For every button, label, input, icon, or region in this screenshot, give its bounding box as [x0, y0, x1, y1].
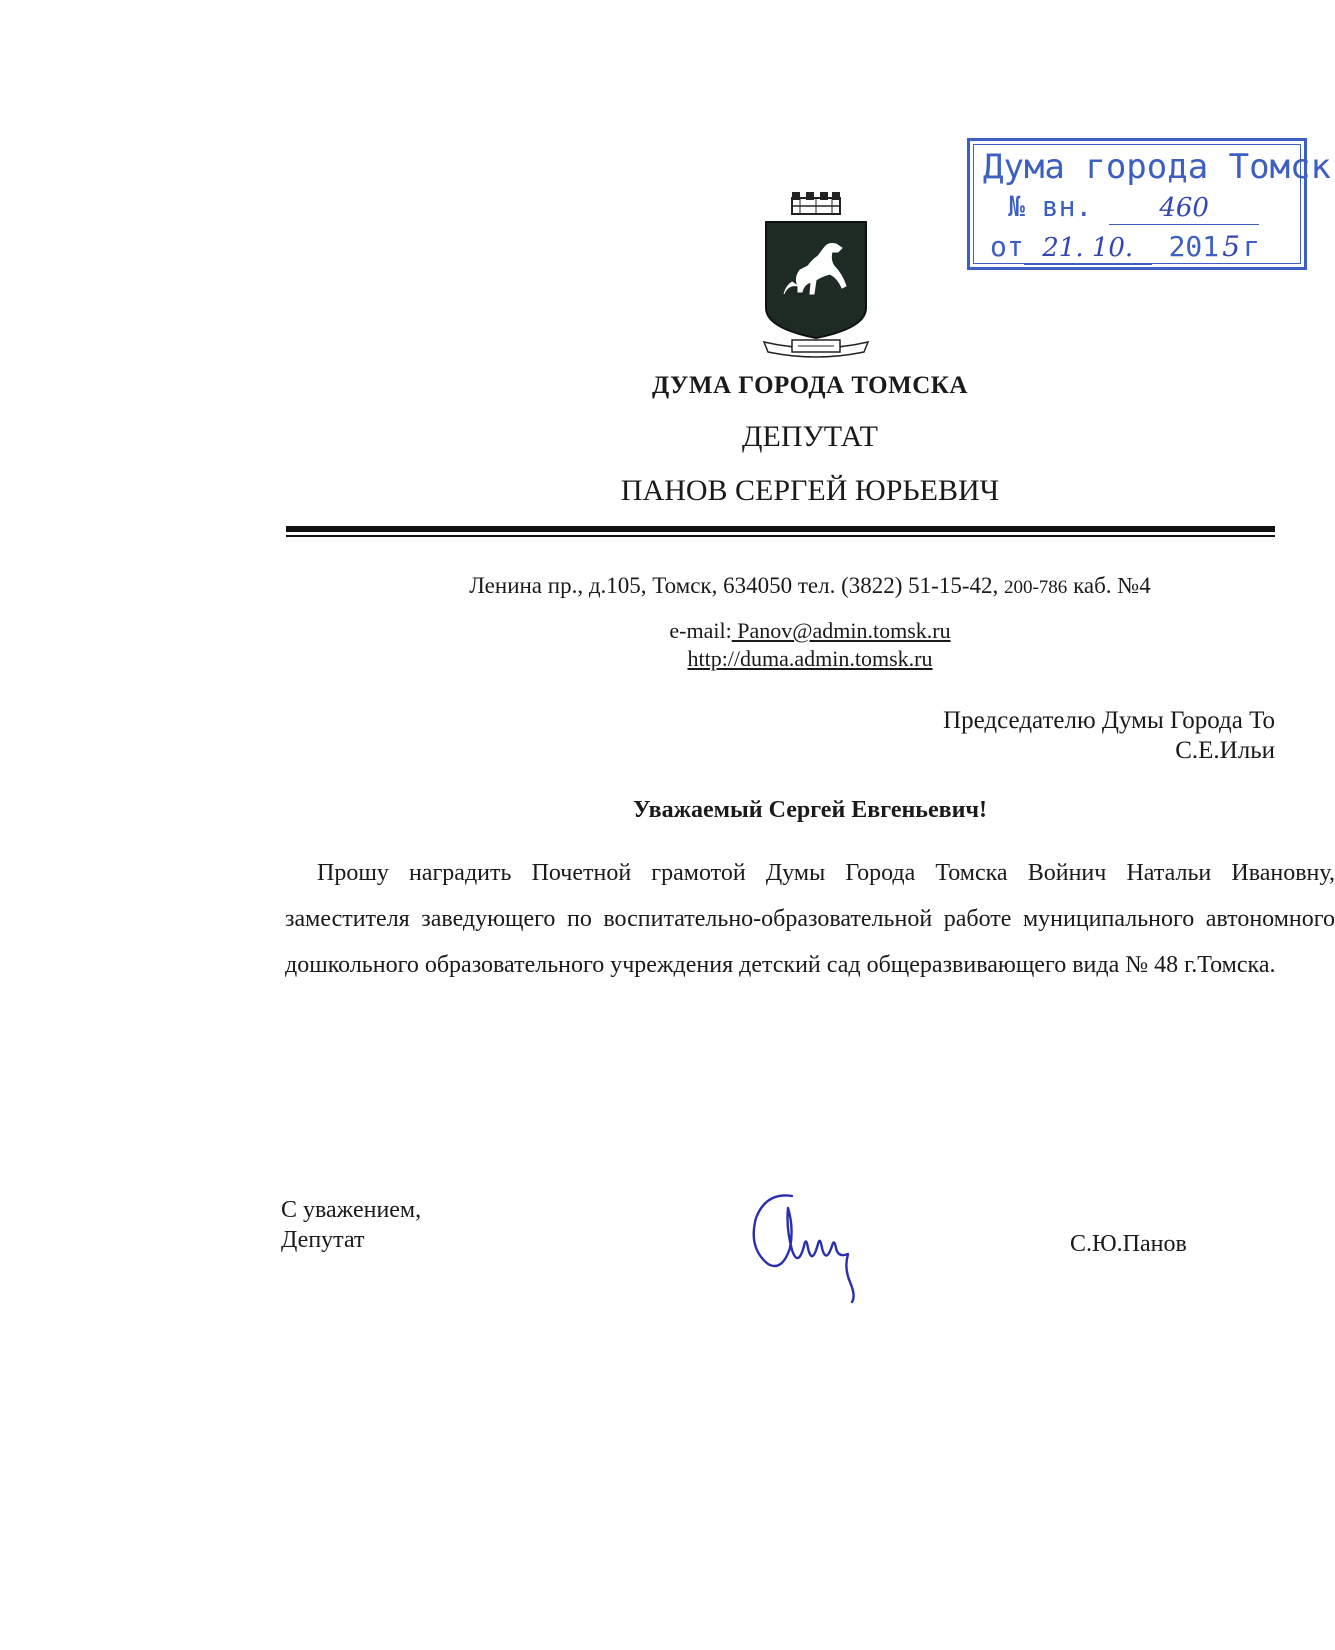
letter-body: Прошу наградить Почетной грамотой Думы Города Томска Войнич Натальи Ивановну, заместителя заведующего по воспитательно-образовательной работе муниципального автономного дошкольного образовательного учреждения детский сад общеразвивающего вида № 48 г.Томска. [285, 860, 1335, 978]
addressee [943, 706, 1275, 766]
stamp-date-line [990, 231, 1260, 265]
stamp-number-line [1008, 191, 1259, 225]
position-title: ДЕПУТАТ [742, 420, 878, 453]
stamp-date-value: 21. 10. [1024, 232, 1152, 265]
closing [281, 1195, 421, 1255]
stamp-year-tail: г [1243, 230, 1261, 263]
signer-name: С.Ю.Панов [1070, 1231, 1187, 1257]
website-link[interactable]: http://duma.admin.tomsk.ru [687, 646, 933, 671]
header-divider-thin [286, 535, 1275, 537]
closing-line2: Депутат [281, 1227, 365, 1253]
coat-of-arms-icon [758, 190, 874, 360]
email-link[interactable]: Panov@admin.tomsk.ru [731, 618, 951, 643]
salutation: Уважаемый Сергей Евгеньевич! [633, 797, 987, 823]
registration-stamp [967, 138, 1331, 270]
crown-icon [792, 192, 840, 214]
addressee-line2: С.Е.Ильи [1175, 737, 1275, 764]
phone-extra: 200-786 [1003, 577, 1068, 598]
stamp-year-suffix: 5 [1219, 231, 1243, 264]
closing-line1: С уважением, [281, 1197, 422, 1223]
email-label: e-mail: [669, 618, 732, 643]
stamp-title: Дума города Томск [983, 147, 1331, 187]
person-name: ПАНОВ СЕРГЕЙ ЮРЬЕВИЧ [620, 474, 1000, 507]
stamp-year-prefix: 201 [1168, 230, 1220, 263]
addressee-line1: Председателю Думы Города То [943, 707, 1275, 734]
org-name: ДУМА ГОРОДА ТОМСКА [652, 372, 968, 399]
stamp-number-label: № вн. [1008, 190, 1093, 223]
contact-address [285, 573, 1335, 599]
office-number: каб. №4 [1073, 573, 1151, 598]
address-text: Ленина пр., д.105, Томск, 634050 тел. (3822) 51-15-42, [469, 573, 999, 598]
signature-icon [748, 1188, 878, 1304]
stamp-number-value: 460 [1109, 192, 1259, 225]
contact-email [285, 618, 1335, 644]
stamp-date-label: от [990, 230, 1024, 263]
contact-website [285, 646, 1335, 672]
header-divider-thick [286, 526, 1275, 532]
